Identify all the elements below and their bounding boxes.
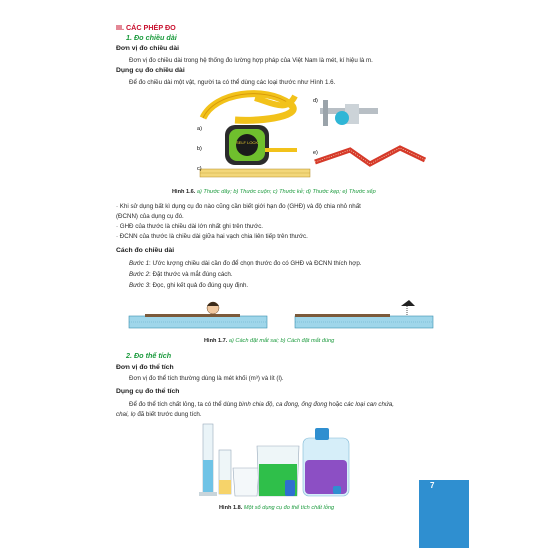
fig18-caption-text: Một số dụng cụ đo thể tích chất lỏng xyxy=(243,505,335,511)
retractable-tape-illustration xyxy=(225,125,297,165)
step-2 xyxy=(129,271,233,278)
length-tools-text: Để đo chiều dài một vật, người ta có thể dùng các loại thước như Hình 1.6. xyxy=(129,79,336,86)
step-1-label: Bước 1 xyxy=(129,260,150,267)
folding-ruler-illustration xyxy=(315,148,425,164)
bullet-line-1: · Khi sử dụng bất kì dụng cụ đo nào cũng cần biết giới hạn đo (GHĐ) và độ chia nhỏ nhất xyxy=(116,203,361,210)
subsection-volume-title: 2. Đo thể tích xyxy=(126,351,172,360)
correct-eye-position-illustration xyxy=(295,300,433,328)
length-tools-heading: Dụng cụ đo chiều dài xyxy=(116,67,185,74)
vt1-c: hoặc xyxy=(327,401,345,408)
page-number-tab xyxy=(419,480,469,548)
step-2-text: : Đặt thước và mắt đúng cách. xyxy=(149,271,233,278)
bullet-line-3: · GHĐ của thước là chiều dài lớn nhất ghi trên thước. xyxy=(116,223,264,230)
vt2-b: đã biết trước dung tích. xyxy=(135,411,202,418)
length-unit-heading: Đơn vị đo chiều dài xyxy=(116,45,179,52)
fig16-label-a: a) xyxy=(197,126,202,132)
fig16-label-c: c) xyxy=(197,166,202,172)
fig16-caption-number: Hình 1.6. xyxy=(172,189,196,195)
step-3-label: Bước 3 xyxy=(129,282,150,289)
fig17-caption-text: a) Cách đặt mắt sai; b) Cách đặt mắt đúng xyxy=(228,338,335,344)
vt2-a: chai, lọ xyxy=(116,411,136,418)
graduated-cylinder-illustration xyxy=(199,424,217,496)
figure-1-7-caption xyxy=(204,338,334,344)
step-1 xyxy=(129,260,361,267)
step-2-label: Bước 2 xyxy=(129,271,150,278)
small-beaker-illustration xyxy=(219,450,231,494)
volume-tools-text-line-2 xyxy=(116,411,202,418)
fig16-caption-text: a) Thước dây; b) Thước cuộn; c) Thước kẻ; d) Thước kẹp; e) Thước xếp xyxy=(196,189,376,195)
figure-1-7-eye-position xyxy=(125,296,435,332)
length-unit-text: Đơn vị đo chiều dài trong hệ thống đo lường hợp pháp của Việt Nam là mét, kí hiệu là m. xyxy=(129,57,373,64)
fig16-label-e: e) xyxy=(313,150,318,156)
tape-brand-label: SELF LOCK xyxy=(235,140,259,145)
measuring-cup-illustration xyxy=(233,468,259,496)
small-jar-illustration xyxy=(285,480,295,496)
vt1-d: các loại can chứa, xyxy=(344,401,395,408)
volume-tools-text-line-1 xyxy=(129,401,394,408)
page-number: 7 xyxy=(430,481,435,490)
method-heading: Cách đo chiều dài xyxy=(116,247,175,254)
figure-1-6-rulers xyxy=(195,90,435,188)
step-1-text: : Ước lượng chiều dài cần đo để chọn thước đo có GHĐ và ĐCNN thích hợp. xyxy=(149,260,362,267)
water-jug-illustration xyxy=(303,428,349,496)
bullet-line-4: · ĐCNN của thước là chiều dài giữa hai vạch chia liên tiếp trên thước. xyxy=(116,233,308,240)
volume-tools-heading: Dụng cụ đo thể tích xyxy=(116,388,180,395)
step-3 xyxy=(129,282,248,289)
fig17-caption-number: Hình 1.7. xyxy=(204,338,228,344)
figure-1-8-volume-tools xyxy=(185,420,385,500)
caliper-illustration xyxy=(320,100,378,126)
vt1-b: bình chia độ, ca đong, ống đong xyxy=(238,401,328,408)
section-title: III. CÁC PHÉP ĐO xyxy=(116,23,176,32)
fig16-label-d: d) xyxy=(313,98,318,104)
subsection-length-title: 1. Đo chiều dài xyxy=(126,33,177,42)
vt1-a: Để đo thể tích chất lỏng, ta có thể dùng xyxy=(129,401,239,408)
tape-measure-illustration xyxy=(203,94,295,121)
fig18-caption-number: Hình 1.8. xyxy=(219,505,243,511)
volume-unit-text: Đơn vị đo thể tích thường dùng là mét khối (m³) và lít (l). xyxy=(129,375,284,382)
volume-unit-heading: Đơn vị đo thể tích xyxy=(116,364,174,371)
step-3-text: : Đọc, ghi kết quả đo đúng quy định. xyxy=(149,282,249,289)
figure-1-6-caption xyxy=(172,189,376,195)
fig16-label-b: b) xyxy=(197,146,202,152)
straight-ruler-illustration xyxy=(200,169,310,177)
wrong-eye-position-illustration xyxy=(129,302,267,328)
bullet-line-2: (ĐCNN) của dụng cụ đó. xyxy=(116,213,184,220)
figure-1-8-caption xyxy=(219,505,334,511)
